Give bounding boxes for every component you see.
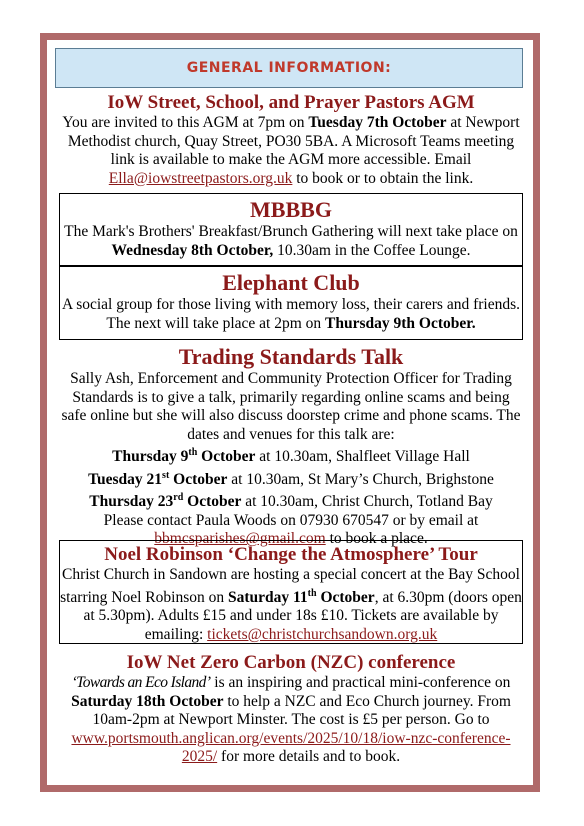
trading-date-row: Tuesday 21st October at 10.30am, St Mary’s Church, Brighstone: [88, 469, 494, 488]
nzc-title: IoW Net Zero Carbon (NZC) conference: [126, 652, 456, 673]
nzc-date: Saturday 18th October: [71, 692, 224, 710]
agm-title: IoW Street, School, and Prayer Pastors AGM: [107, 92, 475, 113]
trading-contact: Please contact Paula Woods on 07930 670547 or by email at: [103, 511, 479, 529]
trading-date-row: Thursday 23rd October at 10.30am, Christ Church, Totland Bay: [89, 492, 493, 511]
page-frame: [40, 33, 540, 792]
noel-robinson-body: Christ Church in Sandown are hosting a special concert at the Bay School starring Noel Robinson on Saturday 11th October, at 6.30pm (doors open at 5.30pm). Adults £15 and under 18s £10. Tickets are available by emailing: tickets@christchurchsandown.org.uk: [60, 566, 522, 643]
noel-email-link[interactable]: tickets@christchurchsandown.org.uk: [207, 625, 438, 643]
mbbbg-section: [59, 193, 523, 266]
header-title: GENERAL INFORMATION:: [186, 60, 392, 76]
noel-date: Saturday 11th October: [227, 587, 375, 606]
mbbbg-title: MBBBG: [250, 197, 332, 222]
trading-standards-dates: [59, 444, 523, 549]
agm-email-link[interactable]: Ella@iowstreetpastors.org.uk: [108, 169, 293, 187]
trading-standards-intro: Sally Ash, Enforcement and Community Protection Officer for Trading Standards is to give a talk, primarily regarding online scams and being safe online but she will also discuss doorstep crime and phone scams. The dates and venues for this talk are:: [61, 370, 521, 443]
agm-body: You are invited to this AGM at 7pm on Tuesday 7th October at Newport Methodist church, Quay Street, PO30 5BA. A Microsoft Teams meeting link is available to make the AGM more accessible. Email Ella@iowstreetpastors.org.uk to book or to obtain the link.: [62, 114, 520, 187]
noel-robinson-title: Noel Robinson ‘Change the Atmosphere’ Tour: [104, 544, 478, 565]
elephant-club-section: [59, 266, 523, 340]
trading-standards-section: [59, 344, 523, 549]
nzc-section: [59, 652, 523, 767]
elephant-club-title: Elephant Club: [222, 270, 360, 295]
trading-standards-title: Trading Standards Talk: [178, 344, 404, 369]
general-information-header: [55, 48, 523, 88]
agm-date: Tuesday 7th October: [308, 114, 447, 131]
elephant-club-body: A social group for those living with memory loss, their carers and friends. The next will take place at 2pm on Thursday 9th October.: [61, 296, 520, 332]
nzc-italic-title: ‘Towards an Eco Island’: [71, 674, 211, 691]
noel-robinson-section: [59, 540, 523, 644]
nzc-url-link[interactable]: www.portsmouth.anglican.org/events/2025/10/18/iow-nzc-conference-2025/: [71, 729, 511, 765]
trading-contact-line: bbmcsparishes@gmail.com to book a place.: [154, 530, 428, 548]
mbbbg-body: The Mark's Brothers' Breakfast/Brunch Gathering will next take place on Wednesday 8th October, 10.30am in the Coffee Lounge.: [64, 223, 518, 259]
nzc-body: ‘Towards an Eco Island’ is an inspiring and practical mini-conference on Saturday 18th October to help a NZC and Eco Church journey. From 10am-2pm at Newport Minster. The cost is £5 per person. Go to www.portsmouth.anglican.org/events/2025/10/18/iow-nzc-conference-2025/ for more details and to book.: [71, 674, 511, 765]
agm-section: [59, 92, 523, 188]
mbbbg-date: Wednesday 8th October,: [111, 241, 274, 259]
trading-date-row: Thursday 9th October at 10.30am, Shalfleet Village Hall: [112, 447, 470, 466]
elephant-club-date: Thursday 9th October.: [325, 314, 476, 332]
trading-email-link[interactable]: bbmcsparishes@gmail.com: [154, 530, 326, 548]
